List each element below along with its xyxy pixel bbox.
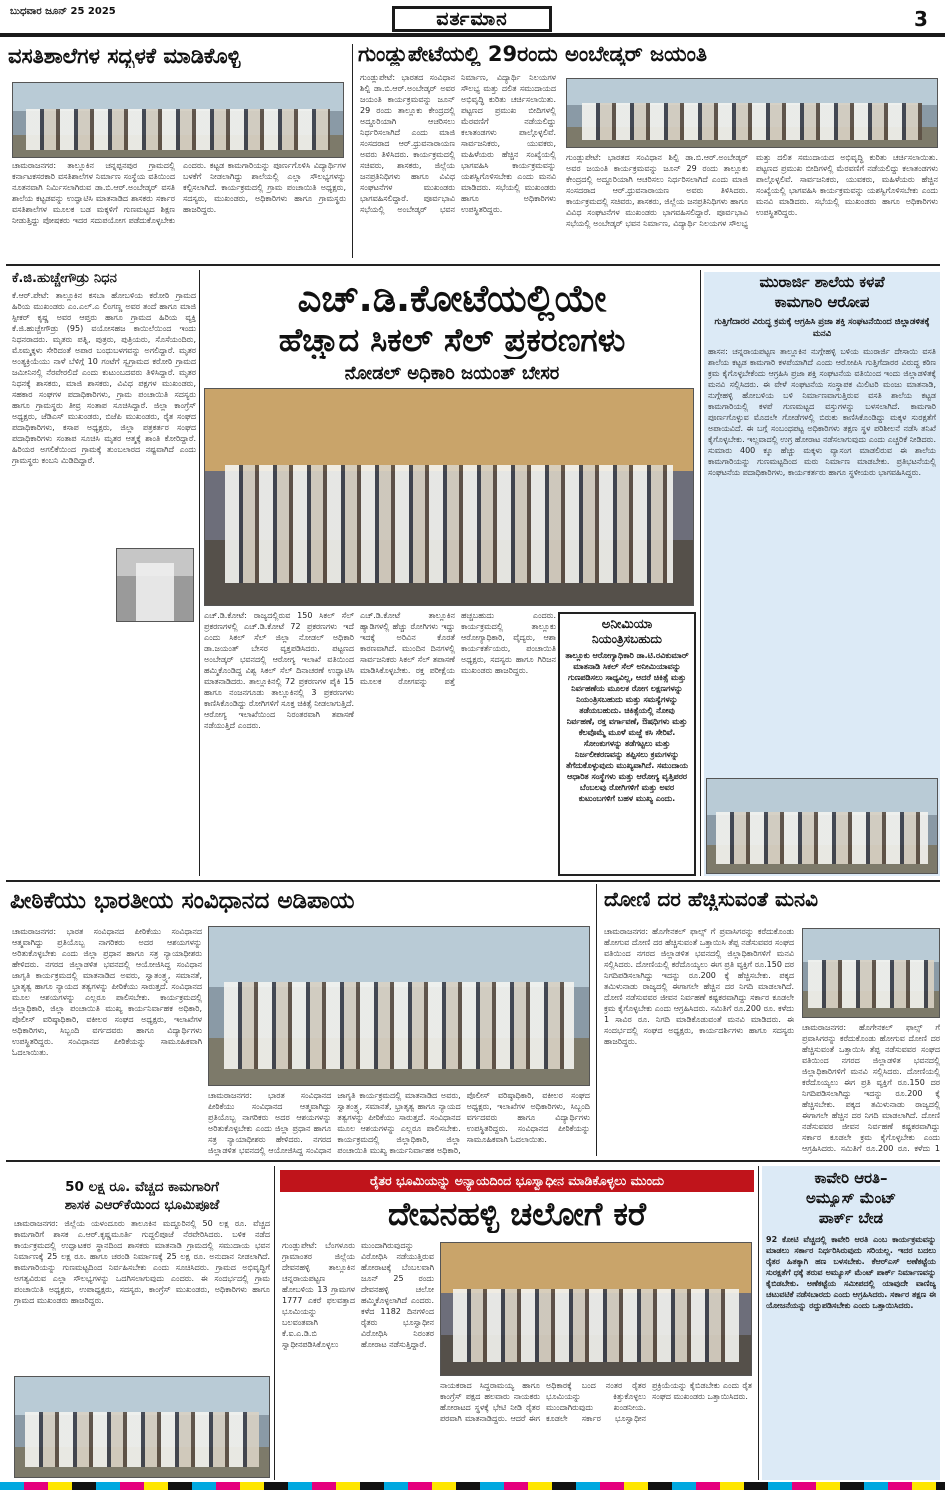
lead-headline-line2: ಹೆಚ್ಚಾದ ಸಿಕಲ್ ಸೆಲ್ ಪ್ರಕರಣಗಳು (278, 322, 626, 359)
issue-date: ಬುಧವಾರ ಜೂನ್ 25 2025 (10, 6, 116, 17)
article-photo-boat-memorandum (802, 928, 940, 1018)
column-rule (352, 44, 353, 258)
print-color-registration-bar (0, 1482, 945, 1490)
article-headline-line2: ಕಾಮಗಾರಿ ಆರೋಪ (774, 294, 870, 311)
article-headline-line2: ಅಮ್ಯೂಸ್ ಮೆಂಟ್ (805, 1190, 897, 1207)
article-headline: ಪೀಠಿಕೆಯು ಭಾರತೀಯ ಸಂವಿಧಾನದ ಅಡಿಪಾಯ (10, 888, 355, 914)
article-subhead: ಗುತ್ತಿಗೆದಾರರ ವಿರುದ್ಧ ಕ್ರಮಕ್ಕೆ ಆಗ್ರಹಿಸಿ ಪ್ರಜಾ ಶಕ್ತಿ ಸಂಘಟನೆಯಿಂದ ಜಿಲ್ಲಾಡಳಿತಕ್ಕೆ ಮನವಿ (714, 317, 930, 339)
article-body: ಚಾಮರಾಜನಗರ: ತಾಲ್ಲೂಕಿನ ಚನ್ನಪ್ಪನಪುರ ಗ್ರಾಮದಲ್ಲಿ ಕರ್ನಾಟಕಸರಕಾರಿ ವಸತಿಶಾಲೆಗಳ ನಿರ್ಮಾಣ ಸಂಸ್ಥೆಯ ವತಿಯಿಂದ ನೂತನವಾಗಿ ನಿರ್ಮಿಸಲಾಗಿರುವ ಡಾ.ಬಿ.ಆರ್.ಅಂಬೇಡ್ಕರ್ ವಸತಿ ಶಾಲೆಯ ಕಟ್ಟಡವನ್ನು ಉದ್ಘಾಟಿಸಿ ಮಾತನಾಡಿದ ಶಾಸಕರು ಸರ್ಕಾರ ವಸತಿಶಾಲೆಗಳ ಮೂಲಕ ಬಡ ಮಕ್ಕಳಿಗೆ ಗುಣಮಟ್ಟದ ಶಿಕ್ಷಣ ನೀಡುತ್ತಿದ್ದು ಪೋಷಕರು ಇದರ ಸದುಪಯೋಗ ಪಡೆದುಕೊಳ್ಳಬೇಕು ಎಂದರು. ಕಟ್ಟಡ ಕಾಮಗಾರಿಯನ್ನು ಪೂರ್ಣಗೊಳಿಸಿ ವಿದ್ಯಾರ್ಥಿಗಳ ಬಳಕೆಗೆ ನೀಡಲಾಗಿದ್ದು ಶಾಲೆಯಲ್ಲಿ ಎಲ್ಲಾ ಸೌಲಭ್ಯಗಳನ್ನು ಕಲ್ಪಿಸಲಾಗಿದೆ. ಕಾರ್ಯಕ್ರಮದಲ್ಲಿ ಗ್ರಾಮ ಪಂಚಾಯಿತಿ ಅಧ್ಯಕ್ಷರು, ಸದಸ್ಯರು, ಮುಖಂಡರು, ಅಧಿಕಾರಿಗಳು ಹಾಗೂ ಗ್ರಾಮಸ್ಥರು ಹಾಜರಿದ್ದರು. (12, 161, 346, 225)
section-divider (6, 264, 940, 266)
article-photo-bhoomi-pooja (14, 1376, 270, 1478)
section-divider (6, 1160, 940, 1162)
column-rule (199, 270, 200, 876)
article-headline: ದೇವನಹಳ್ಳಿ ಚಲೋಗೆ ಕರೆ (387, 1196, 647, 1233)
sidebar-body: ತಾಲ್ಲೂಕು ಆರೋಗ್ಯಾಧಿಕಾರಿ ಡಾ.ಟಿ.ರವಿಕುಮಾರ್ ಮಾತನಾಡಿ ಸಿಕಲ್ ಸೆಲ್ ಅನೀಮಿಯಾವನ್ನು ಗುಣಪಡಿಸಲು ಸಾಧ್ಯವಿಲ್ಲ, ಆದರೆ ಚಿಕಿತ್ಸೆ ಮತ್ತು ನಿರ್ವಹಣೆಯ ಮೂಲಕ ರೋಗ ಲಕ್ಷಣಗಳನ್ನು ನಿಯಂತ್ರಿಸಬಹುದು ಮತ್ತು ಸಮಸ್ಯೆಗಳನ್ನು ತಡೆಯಬಹುದು. ಚಿಕಿತ್ಸೆಯಲ್ಲಿ ನೋವು ನಿರ್ವಹಣೆ, ರಕ್ತ ವರ್ಗಾವಣೆ, ಔಷಧಿಗಳು ಮತ್ತು ಕೆಲವೊಮ್ಮೆ ಮೂಳೆ ಮಜ್ಜೆ ಕಸಿ ಸೇರಿವೆ. ಸೋಂಕುಗಳನ್ನು ತಡೆಗಟ್ಟಲು ಮತ್ತು ನಿರ್ಜಲೀಕರಣವನ್ನು ತಪ್ಪಿಸಲು ಕ್ರಮಗಳನ್ನು ತೆಗೆದುಕೊಳ್ಳುವುದು ಮುಖ್ಯವಾಗಿದೆ. ಸಮುದಾಯ ಆಧಾರಿತ ಸಂಸ್ಥೆಗಳು ಮತ್ತು ಆರೋಗ್ಯ ವೃತ್ತಿಪರರ ಬೆಂಬಲವು ರೋಗಿಗಳಿಗೆ ಮತ್ತು ಅವರ ಕುಟುಂಬಗಳಿಗೆ ಬಹಳ ಮುಖ್ಯ ಎಂದು. (565, 650, 689, 803)
article-headline: ಗುಂಡ್ಲುಪೇಟೆಯಲ್ಲಿ 29ರಂದು ಅಂಬೇಡ್ಕರ್ ಜಯಂತಿ (358, 42, 708, 66)
article-photo-constitution-event (208, 926, 590, 1086)
newspaper-logo: ವರ್ತಮಾನ (392, 6, 552, 32)
article-body: ಚಾಮರಾಜನಗರ: ಭಾರತ ಸಂವಿಧಾನದ ಪೀಠಿಕೆಯು ಸಂವಿಧಾನದ ಆತ್ಮವಾಗಿದ್ದು ಪ್ರತಿಯೊಬ್ಬ ನಾಗರಿಕರು ಅದರ ಆಶಯಗಳನ್ನು ಅರಿತುಕೊಳ್ಳಬೇಕು ಎಂದು ಜಿಲ್ಲಾ ಪ್ರಧಾನ ಹಾಗೂ ಸತ್ರ ನ್ಯಾಯಾಧೀಶರು ಹೇಳಿದರು. ನಗರದ ಜಿಲ್ಲಾಡಳಿತ ಭವನದಲ್ಲಿ ಆಯೋಜಿಸಿದ್ದ ಸಂವಿಧಾನ ಜಾಗೃತಿ ಕಾರ್ಯಕ್ರಮದಲ್ಲಿ ಮಾತನಾಡಿದ ಅವರು, ಸ್ವಾತಂತ್ರ್ಯ, ಸಮಾನತೆ, ಭ್ರಾತೃತ್ವ ಹಾಗೂ ನ್ಯಾಯದ ತತ್ವಗಳನ್ನು ಪೀಠಿಕೆಯು ಸಾರುತ್ತದೆ. ಸಂವಿಧಾನದ ಮೂಲ ಆಶಯಗಳನ್ನು ಎಲ್ಲರೂ ಪಾಲಿಸಬೇಕು. ಕಾರ್ಯಕ್ರಮದಲ್ಲಿ ಜಿಲ್ಲಾಧಿಕಾರಿ, ಜಿಲ್ಲಾ ಪಂಚಾಯಿತಿ ಮುಖ್ಯ ಕಾರ್ಯನಿರ್ವಾಹಕ ಅಧಿಕಾರಿ, ಪೊಲೀಸ್ ವರಿಷ್ಠಾಧಿಕಾರಿ, ವಕೀಲರ ಸಂಘದ ಅಧ್ಯಕ್ಷರು, ಇಲಾಖೆಗಳ ಅಧಿಕಾರಿಗಳು, ಸಿಬ್ಬಂದಿ ವರ್ಗದವರು ಹಾಗೂ ವಿದ್ಯಾರ್ಥಿಗಳು ಉಪಸ್ಥಿತರಿದ್ದರು. ಸಂವಿಧಾನದ ಪೀಠಿಕೆಯನ್ನು ಸಾಮೂಹಿಕವಾಗಿ ಓದಲಾಯಿತು. (12, 927, 202, 1057)
article-photo-memorandum (706, 778, 938, 874)
lead-photo-lamp-lighting (204, 388, 694, 606)
sidebar-title-line2: ನಿಯಂತ್ರಿಸಬಹುದು (592, 632, 662, 646)
article-body: ಕೆ.ಆರ್.ಪೇಟೆ: ತಾಲ್ಲೂಕಿನ ಕಸಬಾ ಹೋಬಳಿಯ ಕರೋಠಿ ಗ್ರಾಮದ ಹಿರಿಯ ಮುಖಂಡರು ಎಂ.ಎಲ್.ಎ ಲಿಂಗಣ್ಣ ಅವರ ತಂದೆ ಹಾಗೂ ಮಾಜಿ ಸ್ಪೀಕರ್ ಕೃಷ್ಣ ಅವರ ಆಪ್ತರು ಹಾಗೂ ಗ್ರಾಮದ ಹಿರಿಯ ವ್ಯಕ್ತಿ ಕೆ.ಜಿ.ಹುಚ್ಚೇಗೌಡ್ರು (95) ವಯೋಸಹಜ ಕಾಯಿಲೆಯಿಂದ ಇಂದು ನಿಧನರಾದರು. ಮೃತರು ಪತ್ನಿ, ಪುತ್ರರು, ಪುತ್ರಿಯರು, ಸೊಸೆಯಂದಿರು, ಮೊಮ್ಮಕ್ಕಳು ಸೇರಿದಂತೆ ಅಪಾರ ಬಂಧುಬಳಗವನ್ನು ಅಗಲಿದ್ದಾರೆ. ಮೃತರ ಅಂತ್ಯಕ್ರಿಯೆಯು ನಾಳೆ ಬೆಳಿಗ್ಗೆ 10 ಗಂಟೆಗೆ ಸ್ವಗ್ರಾಮದ ಕರೋಠಿ ಗ್ರಾಮದ ಜಮೀನಿನಲ್ಲಿ ನೆರವೇರಲಿದೆ ಎಂದು ಕುಟುಂಬದವರು ತಿಳಿಸಿದ್ದಾರೆ. ಮೃತರ ನಿಧನಕ್ಕೆ ಶಾಸಕರು, ಮಾಜಿ ಶಾಸಕರು, ವಿವಿಧ ಪಕ್ಷಗಳ ಮುಖಂಡರು, ಸಹಕಾರ ಸಂಘಗಳ ಪದಾಧಿಕಾರಿಗಳು, ಗ್ರಾಮ ಪಂಚಾಯಿತಿ ಸದಸ್ಯರು ಹಾಗೂ ಗ್ರಾಮಸ್ಥರು ತೀವ್ರ ಸಂತಾಪ ಸೂಚಿಸಿದ್ದಾರೆ. ಜಿಲ್ಲಾ ಕಾಂಗ್ರೆಸ್ ಅಧ್ಯಕ್ಷರು, ಜೆಡಿಎಸ್ ಮುಖಂಡರು, ಬಿಜೆಪಿ ಮುಖಂಡರು, ರೈತ ಸಂಘದ ಪದಾಧಿಕಾರಿಗಳು, ಕಸಾಪ ಅಧ್ಯಕ್ಷರು, ಜಿಲ್ಲಾ ಪತ್ರಕರ್ತರ ಸಂಘದ ಪದಾಧಿಕಾರಿಗಳು ಸಂತಾಪ ಸೂಚಿಸಿ ಮೃತರ ಆತ್ಮಕ್ಕೆ ಶಾಂತಿ ಕೋರಿದ್ದಾರೆ. ಹಿರಿಯರ ಅಗಲಿಕೆಯಿಂದ ಗ್ರಾಮಕ್ಕೆ ತುಂಬಲಾರದ ನಷ್ಟವಾಗಿದೆ ಎಂದು ಗ್ರಾಮಸ್ಥರು ಕಂಬನಿ ಮಿಡಿದಿದ್ದಾರೆ. (12, 291, 196, 465)
article-body-continued: ಚಾಮರಾಜನಗರ: ಹೊಗೇನಕಲ್ ಫಾಲ್ಸ್ ಗೆ ಪ್ರವಾಸಿಗರನ್ನು ಕರೆದುಕೊಂಡು ಹೋಗುವ ದೋಣಿ ದರ ಹೆಚ್ಚಿಸುವಂತೆ ಒತ್ತಾಯಿಸಿ ತೆಪ್ಪ ನಡೆಸುವವರ ಸಂಘದ ವತಿಯಿಂದ ನಗರದ ಜಿಲ್ಲಾಡಳಿತ ಭವನದಲ್ಲಿ ಜಿಲ್ಲಾಧಿಕಾರಿಗಳಿಗೆ ಮನವಿ ಸಲ್ಲಿಸಿದರು. ದೋಣಿಯಲ್ಲಿ ಕರೆದೊಯ್ಯಲು ಈಗ ಪ್ರತಿ ವ್ಯಕ್ತಿಗೆ ರೂ.150 ದರ ನಿಗದಿಪಡಿಸಲಾಗಿದ್ದು ಇದನ್ನು ರೂ.200 ಕ್ಕೆ ಹೆಚ್ಚಿಸಬೇಕು. ಪಕ್ಕದ ತಮಿಳುನಾಡು ರಾಜ್ಯದಲ್ಲಿ ಈಗಾಗಲೇ ಹೆಚ್ಚಿನ ದರ ನಿಗದಿ ಮಾಡಲಾಗಿದೆ. ದೋಣಿ ನಡೆಸುವವರ ಜೀವನ ನಿರ್ವಹಣೆ ಕಷ್ಟಕರವಾಗಿದ್ದು ಸರ್ಕಾರ ಕೂಡಲೇ ಕ್ರಮ ಕೈಗೊಳ್ಳಬೇಕು ಎಂದು ಆಗ್ರಹಿಸಿದರು. ಸಮಿತಿಗೆ ರೂ.200 ರೂ. ಕಳೆದು 1 (802, 1023, 940, 1153)
article-headline-line2: ಶಾಸಕ ಎಆರ್‌ಕೆಯಿಂದ ಭೂಮಿಪೂಜೆ (64, 1198, 220, 1213)
article-headline: ಕಾವೇರಿ ಆರತಿ– (814, 1170, 888, 1187)
lead-headline: ಎಚ್.ಡಿ.ಕೋಟೆಯಲ್ಲಿಯೇ (297, 278, 607, 320)
anemia-sidebar-box (558, 612, 696, 876)
lead-subhead: ನೋಡಲ್ ಅಧಿಕಾರಿ ಜಯಂತ್ ಬೇಸರ (344, 364, 560, 384)
article-body-continued: ಚಾಮರಾಜನಗರ: ಭಾರತ ಸಂವಿಧಾನದ ಪೀಠಿಕೆಯು ಸಂವಿಧಾನದ ಆತ್ಮವಾಗಿದ್ದು ಪ್ರತಿಯೊಬ್ಬ ನಾಗರಿಕರು ಅದರ ಆಶಯಗಳನ್ನು ಅರಿತುಕೊಳ್ಳಬೇಕು ಎಂದು ಜಿಲ್ಲಾ ಪ್ರಧಾನ ಹಾಗೂ ಸತ್ರ ನ್ಯಾಯಾಧೀಶರು ಹೇಳಿದರು. ನಗರದ ಜಿಲ್ಲಾಡಳಿತ ಭವನದಲ್ಲಿ ಆಯೋಜಿಸಿದ್ದ ಸಂವಿಧಾನ ಜಾಗೃತಿ ಕಾರ್ಯಕ್ರಮದಲ್ಲಿ ಮಾತನಾಡಿದ ಅವರು, ಸ್ವಾತಂತ್ರ್ಯ, ಸಮಾನತೆ, ಭ್ರಾತೃತ್ವ ಹಾಗೂ ನ್ಯಾಯದ ತತ್ವಗಳನ್ನು ಪೀಠಿಕೆಯು ಸಾರುತ್ತದೆ. ಸಂವಿಧಾನದ ಮೂಲ ಆಶಯಗಳನ್ನು ಎಲ್ಲರೂ ಪಾಲಿಸಬೇಕು. ಕಾರ್ಯಕ್ರಮದಲ್ಲಿ ಜಿಲ್ಲಾಧಿಕಾರಿ, ಜಿಲ್ಲಾ ಪಂಚಾಯಿತಿ ಮುಖ್ಯ ಕಾರ್ಯನಿರ್ವಾಹಕ ಅಧಿಕಾರಿ, ಪೊಲೀಸ್ ವರಿಷ್ಠಾಧಿಕಾರಿ, ವಕೀಲರ ಸಂಘದ ಅಧ್ಯಕ್ಷರು, ಇಲಾಖೆಗಳ ಅಧಿಕಾರಿಗಳು, ಸಿಬ್ಬಂದಿ ವರ್ಗದವರು ಹಾಗೂ ವಿದ್ಯಾರ್ಥಿಗಳು ಉಪಸ್ಥಿತರಿದ್ದರು. ಸಂವಿಧಾನದ ಪೀಠಿಕೆಯನ್ನು ಸಾಮೂಹಿಕವಾಗಿ ಓದಲಾಯಿತು. (208, 1091, 590, 1155)
column-rule (596, 884, 597, 1156)
sidebar-title: ಅನೀಮಿಯಾ (601, 618, 653, 632)
article-body: ಚಾಮರಾಜನಗರ: ಹೊಗೇನಕಲ್ ಫಾಲ್ಸ್ ಗೆ ಪ್ರವಾಸಿಗರನ್ನು ಕರೆದುಕೊಂಡು ಹೋಗುವ ದೋಣಿ ದರ ಹೆಚ್ಚಿಸುವಂತೆ ಒತ್ತಾಯಿಸಿ ತೆಪ್ಪ ನಡೆಸುವವರ ಸಂಘದ ವತಿಯಿಂದ ನಗರದ ಜಿಲ್ಲಾಡಳಿತ ಭವನದಲ್ಲಿ ಜಿಲ್ಲಾಧಿಕಾರಿಗಳಿಗೆ ಮನವಿ ಸಲ್ಲಿಸಿದರು. ದೋಣಿಯಲ್ಲಿ ಕರೆದೊಯ್ಯಲು ಈಗ ಪ್ರತಿ ವ್ಯಕ್ತಿಗೆ ರೂ.150 ದರ ನಿಗದಿಪಡಿಸಲಾಗಿದ್ದು ಇದನ್ನು ರೂ.200 ಕ್ಕೆ ಹೆಚ್ಚಿಸಬೇಕು. ಪಕ್ಕದ ತಮಿಳುನಾಡು ರಾಜ್ಯದಲ್ಲಿ ಈಗಾಗಲೇ ಹೆಚ್ಚಿನ ದರ ನಿಗದಿ ಮಾಡಲಾಗಿದೆ. ದೋಣಿ ನಡೆಸುವವರ ಜೀವನ ನಿರ್ವಹಣೆ ಕಷ್ಟಕರವಾಗಿದ್ದು ಸರ್ಕಾರ ಕೂಡಲೇ ಕ್ರಮ ಕೈಗೊಳ್ಳಬೇಕು ಎಂದು ಆಗ್ರಹಿಸಿದರು. ಸಮಿತಿಗೆ ರೂ.200 ರೂ. ಕಳೆದು 1 ಸಾವಿರ ರೂ. ನಿಗದಿ ಮಾಡಿಕೊಡುವಂತೆ ಮನವಿ ಮಾಡಿದರು. ಈ ಸಂದರ್ಭದಲ್ಲಿ ಸಂಘದ ಅಧ್ಯಕ್ಷರು, ಕಾರ್ಯದರ್ಶಿಗಳು ಹಾಗೂ ಸದಸ್ಯರು ಹಾಜರಿದ್ದರು. (604, 927, 794, 1046)
column-rule (700, 270, 701, 876)
obituary-portrait (116, 548, 194, 622)
article-headline: ದೋಣಿ ದರ ಹೆಚ್ಚಿಸುವಂತೆ ಮನವಿ (604, 888, 818, 911)
column-rule (274, 1166, 275, 1480)
article-body: 92 ಕೋಟಿ ವೆಚ್ಚದಲ್ಲಿ ಕಾವೇರಿ ಆರತಿ ಎಂಬ ಕಾರ್ಯಕ್ರಮವನ್ನು ಮಾಡಲು ಸರ್ಕಾರ ನಿರ್ಧರಿಸಿರುವುದು ಸರಿಯಲ್ಲ. ಇದರ ಬದಲು ರೈತರ ಹಿತಕ್ಕಾಗಿ ಹಣ ಬಳಸಬೇಕು. ಕೆಆರ್‌ಎಸ್ ಅಣೆಕಟ್ಟೆಯ ಸುರಕ್ಷತೆಗೆ ಧಕ್ಕೆ ತರುವ ಅಮ್ಯೂಸ್ ಮೆಂಟ್ ಪಾರ್ಕ್ ನಿರ್ಮಾಣವನ್ನು ಕೈಬಿಡಬೇಕು. ಅಣೆಕಟ್ಟೆಯ ಸಮೀಪದಲ್ಲಿ ಯಾವುದೇ ವಾಣಿಜ್ಯ ಚಟುವಟಿಕೆ ನಡೆಸಬಾರದು ಎಂದು ಆಗ್ರಹಿಸಿದರು. ಸರ್ಕಾರ ತಕ್ಷಣ ಈ ಯೋಜನೆಯನ್ನು ರದ್ದುಪಡಿಸಬೇಕು ಎಂದು ಒತ್ತಾಯಿಸಿದರು. (766, 1235, 936, 1310)
article-headline-line3: ಪಾರ್ಕ್ ಬೇಡ (818, 1210, 884, 1227)
article-photo-press-meet (440, 1242, 752, 1376)
article-body-continued: ಗುಂಡ್ಲುಪೇಟೆ: ಭಾರತದ ಸಂವಿಧಾನ ಶಿಲ್ಪಿ ಡಾ.ಬಿ.ಆರ್.ಅಂಬೇಡ್ಕರ್ ಅವರ ಜಯಂತಿ ಕಾರ್ಯಕ್ರಮವನ್ನು ಜೂನ್ 29 ರಂದು ತಾಲ್ಲೂಕು ಕೇಂದ್ರದಲ್ಲಿ ಅದ್ದೂರಿಯಾಗಿ ಆಚರಿಸಲು ನಿರ್ಧರಿಸಲಾಗಿದೆ ಎಂದು ಮಾಜಿ ಸಂಸದರಾದ ಆರ್.ಧ್ರುವನಾರಾಯಣ ಅವರು ತಿಳಿಸಿದರು. ಕಾರ್ಯಕ್ರಮದಲ್ಲಿ ಸಚಿವರು, ಶಾಸಕರು, ಜಿಲ್ಲೆಯ ಜನಪ್ರತಿನಿಧಿಗಳು ಹಾಗೂ ವಿವಿಧ ಸಂಘಟನೆಗಳ ಮುಖಂಡರು ಭಾಗವಹಿಸಲಿದ್ದಾರೆ. ಪೂರ್ವಭಾವಿ ಸಭೆಯಲ್ಲಿ ಅಂಬೇಡ್ಕರ್ ಭವನ ನಿರ್ಮಾಣ, ವಿದ್ಯಾರ್ಥಿ ನಿಲಯಗಳ ಸೌಲಭ್ಯ ಮತ್ತು ದಲಿತ ಸಮುದಾಯದ ಅಭಿವೃದ್ಧಿ ಕುರಿತು ಚರ್ಚಿಸಲಾಯಿತು. ಪಟ್ಟಣದ ಪ್ರಮುಖ ಬೀದಿಗಳಲ್ಲಿ ಮೆರವಣಿಗೆ ನಡೆಯಲಿದ್ದು ಕಲಾತಂಡಗಳು ಪಾಲ್ಗೊಳ್ಳಲಿವೆ. ಸಾರ್ವಜನಿಕರು, ಯುವಕರು, ಮಹಿಳೆಯರು ಹೆಚ್ಚಿನ ಸಂಖ್ಯೆಯಲ್ಲಿ ಭಾಗವಹಿಸಿ ಕಾರ್ಯಕ್ರಮವನ್ನು ಯಶಸ್ವಿಗೊಳಿಸಬೇಕು ಎಂದು ಮನವಿ ಮಾಡಿದರು. ಸಭೆಯಲ್ಲಿ ಮುಖಂಡರು ಹಾಗೂ ಅಧಿಕಾರಿಗಳು ಉಪಸ್ಥಿತರಿದ್ದರು. (566, 153, 938, 228)
column-rule (758, 1166, 759, 1480)
article-body: ಚಾಮರಾಜನಗರ: ಜಿಲ್ಲೆಯ ಯಳಂದೂರು ತಾಲೂಕಿನ ಮದ್ದೂರಿನಲ್ಲಿ 50 ಲಕ್ಷ ರೂ. ವೆಚ್ಚದ ಕಾಮಗಾರಿಗೆ ಶಾಸಕ ಎ.ಆರ್.ಕೃಷ್ಣಮೂರ್ತಿ ಗುದ್ದಲಿಪೂಜೆ ನೆರವೇರಿಸಿದರು. ಬಳಿಕ ನಡೆದ ಕಾರ್ಯಕ್ರಮದಲ್ಲಿ ಉದ್ಘಾಟಕರ ಸ್ಥಾನದಿಂದ ಶಾಸಕರು ಮಾತನಾಡಿ ಗ್ರಾಮದಲ್ಲಿ ಸಮುದಾಯ ಭವನ ನಿರ್ಮಾಣಕ್ಕೆ 25 ಲಕ್ಷ ರೂ. ಹಾಗೂ ಚರಂಡಿ ನಿರ್ಮಾಣಕ್ಕೆ 25 ಲಕ್ಷ ರೂ. ಅನುದಾನ ನೀಡಲಾಗಿದೆ. ಕಾಮಗಾರಿಯನ್ನು ಗುಣಮಟ್ಟದಿಂದ ನಿರ್ವಹಿಸಬೇಕು ಎಂದು ಸೂಚಿಸಿದರು. ಗ್ರಾಮದ ಅಭಿವೃದ್ಧಿಗೆ ಅಗತ್ಯವಿರುವ ಎಲ್ಲಾ ಸೌಲಭ್ಯಗಳನ್ನು ಒದಗಿಸಲಾಗುವುದು ಎಂದರು. ಈ ಸಂದರ್ಭದಲ್ಲಿ ಗ್ರಾಮ ಪಂಚಾಯಿತಿ ಅಧ್ಯಕ್ಷರು, ಉಪಾಧ್ಯಕ್ಷರು, ಸದಸ್ಯರು, ಕಾಂಗ್ರೆಸ್ ಮುಖಂಡರು, ಅಧಿಕಾರಿಗಳು ಹಾಗೂ ಗ್ರಾಮದ ಮುಖಂಡರು ಹಾಜರಿದ್ದರು. (14, 1219, 270, 1305)
section-divider (6, 880, 940, 882)
article-body: ಹಾಸನ: ಚನ್ನರಾಯಪಟ್ಟಣ ತಾಲ್ಲೂಕಿನ ನುಗ್ಗೇಹಳ್ಳಿ ಬಳಿಯ ಮುರಾರ್ಜಿ ದೇಸಾಯಿ ವಸತಿ ಶಾಲೆಯ ಕಟ್ಟಡ ಕಾಮಗಾರಿ ಕಳಪೆಯಾಗಿದೆ ಎಂದು ಆರೋಪಿಸಿ ಗುತ್ತಿಗೆದಾರರ ವಿರುದ್ಧ ಕಠಿಣ ಕ್ರಮ ಕೈಗೊಳ್ಳಬೇಕೆಂದು ಆಗ್ರಹಿಸಿ ಪ್ರಜಾ ಶಕ್ತಿ ಸಂಘಟನೆಯ ವತಿಯಿಂದ ಇಂದು ಜಿಲ್ಲಾಡಳಿತಕ್ಕೆ ಮನವಿ ಸಲ್ಲಿಸಿದರು. ಈ ವೇಳೆ ಸಂಘಟನೆಯ ಸಂಸ್ಥಾಪಕ ಮಿಲಿಟರಿ ಮಂಜು ಮಾತನಾಡಿ, ನುಗ್ಗೇಹಳ್ಳಿ ಹೋಬಳಿಯ ಬಳಿ ನಿರ್ಮಾಣವಾಗುತ್ತಿರುವ ವಸತಿ ಶಾಲೆಯ ಕಟ್ಟಡ ಕಾಮಗಾರಿಯಲ್ಲಿ ಕಳಪೆ ಗುಣಮಟ್ಟದ ವಸ್ತುಗಳನ್ನು ಬಳಸಲಾಗಿದೆ. ಕಾಮಗಾರಿ ಪೂರ್ಣಗೊಳ್ಳುವ ಮೊದಲೇ ಗೋಡೆಗಳಲ್ಲಿ ಬಿರುಕು ಕಾಣಿಸಿಕೊಂಡಿದ್ದು ಮಕ್ಕಳ ಸುರಕ್ಷತೆಗೆ ಅಪಾಯವಿದೆ. ಈ ಬಗ್ಗೆ ಸಂಬಂಧಪಟ್ಟ ಅಧಿಕಾರಿಗಳು ತಕ್ಷಣ ಸ್ಥಳ ಪರಿಶೀಲನೆ ನಡೆಸಿ ತನಿಖೆ ಕೈಗೊಳ್ಳಬೇಕು. ಇಲ್ಲವಾದಲ್ಲಿ ಉಗ್ರ ಹೋರಾಟ ನಡೆಸಲಾಗುವುದು ಎಂದು ಎಚ್ಚರಿಕೆ ನೀಡಿದರು. ಸುಮಾರು 400 ಕ್ಕೂ ಹೆಚ್ಚು ಮಕ್ಕಳು ವ್ಯಾಸಂಗ ಮಾಡಲಿರುವ ಈ ಶಾಲೆಯ ಕಾಮಗಾರಿಯನ್ನು ಗುಣಮಟ್ಟದಿಂದ ಮರು ನಿರ್ಮಾಣ ಮಾಡಬೇಕು. ಪ್ರತಿಭಟನೆಯಲ್ಲಿ ಸಂಘಟನೆಯ ಪದಾಧಿಕಾರಿಗಳು, ಕಾರ್ಯಕರ್ತರು ಹಾಗೂ ಸ್ಥಳೀಯರು ಭಾಗವಹಿಸಿದ್ದರು. (708, 347, 936, 477)
article-strap-banner: ರೈತರ ಭೂಮಿಯನ್ನು ಅನ್ಯಾಯದಿಂದ ಭೂಸ್ವಾಧೀನ ಮಾಡಿಕೊಳ್ಳಲು ಮುಂದು (280, 1170, 754, 1192)
article-photo-hostel-inauguration (12, 82, 344, 158)
article-headline: 50 ಲಕ್ಷ ರೂ. ವೆಚ್ಚದ ಕಾಮಗಾರಿಗೆ (65, 1180, 219, 1195)
article-body: ಗುಂಡ್ಲುಪೇಟೆ: ಭಾರತದ ಸಂವಿಧಾನ ಶಿಲ್ಪಿ ಡಾ.ಬಿ.ಆರ್.ಅಂಬೇಡ್ಕರ್ ಅವರ ಜಯಂತಿ ಕಾರ್ಯಕ್ರಮವನ್ನು ಜೂನ್ 29 ರಂದು ತಾಲ್ಲೂಕು ಕೇಂದ್ರದಲ್ಲಿ ಅದ್ದೂರಿಯಾಗಿ ಆಚರಿಸಲು ನಿರ್ಧರಿಸಲಾಗಿದೆ ಎಂದು ಮಾಜಿ ಸಂಸದರಾದ ಆರ್.ಧ್ರುವನಾರಾಯಣ ಅವರು ತಿಳಿಸಿದರು. ಕಾರ್ಯಕ್ರಮದಲ್ಲಿ ಸಚಿವರು, ಶಾಸಕರು, ಜಿಲ್ಲೆಯ ಜನಪ್ರತಿನಿಧಿಗಳು ಹಾಗೂ ವಿವಿಧ ಸಂಘಟನೆಗಳ ಮುಖಂಡರು ಭಾಗವಹಿಸಲಿದ್ದಾರೆ. ಪೂರ್ವಭಾವಿ ಸಭೆಯಲ್ಲಿ ಅಂಬೇಡ್ಕರ್ ಭವನ ನಿರ್ಮಾಣ, ವಿದ್ಯಾರ್ಥಿ ನಿಲಯಗಳ ಸೌಲಭ್ಯ ಮತ್ತು ದಲಿತ ಸಮುದಾಯದ ಅಭಿವೃದ್ಧಿ ಕುರಿತು ಚರ್ಚಿಸಲಾಯಿತು. ಪಟ್ಟಣದ ಪ್ರಮುಖ ಬೀದಿಗಳಲ್ಲಿ ಮೆರವಣಿಗೆ ನಡೆಯಲಿದ್ದು ಕಲಾತಂಡಗಳು ಪಾಲ್ಗೊಳ್ಳಲಿವೆ. ಸಾರ್ವಜನಿಕರು, ಯುವಕರು, ಮಹಿಳೆಯರು ಹೆಚ್ಚಿನ ಸಂಖ್ಯೆಯಲ್ಲಿ ಭಾಗವಹಿಸಿ ಕಾರ್ಯಕ್ರಮವನ್ನು ಯಶಸ್ವಿಗೊಳಿಸಬೇಕು ಎಂದು ಮನವಿ ಮಾಡಿದರು. ಸಭೆಯಲ್ಲಿ ಮುಖಂಡರು ಹಾಗೂ ಅಧಿಕಾರಿಗಳು ಉಪಸ್ಥಿತರಿದ್ದರು. (360, 73, 556, 214)
article-photo-meeting (566, 78, 938, 148)
article-headline: ಕೆ.ಜಿ.ಹುಚ್ಚೇಗೌಡ್ರು ನಿಧನ (12, 272, 117, 286)
article-headline: ಮುರಾರ್ಜಿ ಶಾಲೆಯ ಕಳಪೆ (759, 274, 885, 291)
page-number: 3 (914, 7, 928, 31)
masthead-rule (0, 33, 945, 37)
lead-body-continued: ಎಚ್.ಡಿ.ಕೋಟೆ ತಾಲ್ಲೂಕಿನ ಹ್ಯಾಡಿಗಳಲ್ಲಿ ಹೆಚ್ಚು ರೋಗಿಗಳು ಇದ್ದು ಇದಕ್ಕೆ ಅರಿವಿನ ಕೊರತೆ ಕಾರಣವಾಗಿದೆ. ಮುಂದಿನ ದಿನಗಳಲ್ಲಿ ಸಾರ್ವಜನಿಕರು ಸಿಕಲ್ ಸೆಲ್ ತಪಾಸಣೆ ಮಾಡಿಸಿಕೊಳ್ಳಬೇಕು. ರಕ್ತ ಪರೀಕ್ಷೆಯ ಮೂಲಕ ರೋಗವನ್ನು ಪತ್ತೆ ಹಚ್ಚಬಹುದು ಎಂದರು. ಕಾರ್ಯಕ್ರಮದಲ್ಲಿ ತಾಲ್ಲೂಕು ಆರೋಗ್ಯಾಧಿಕಾರಿ, ವೈದ್ಯರು, ಆಶಾ ಕಾರ್ಯಕರ್ತೆಯರು, ಪಂಚಾಯಿತಿ ಅಧ್ಯಕ್ಷರು, ಸದಸ್ಯರು ಹಾಗೂ ಗಿರಿಜನ ಮುಖಂಡರು ಹಾಜರಿದ್ದರು. (360, 611, 556, 686)
article-body-continued: ನಾಯಕರಾದ ಸಿದ್ದರಾಮಯ್ಯ ಹಾಗೂ ಕಾಂಗ್ರೆಸ್ ಪಕ್ಷದ ಹಲವಾರು ನಾಯಕರು ಹೋರಾಟದ ಸ್ಥಳಕ್ಕೆ ಭೇಟಿ ನೀಡಿ ರೈತರ ಪರವಾಗಿ ಮಾತನಾಡಿದ್ದರು. ಆದರೆ ಈಗ ಅಧಿಕಾರಕ್ಕೆ ಬಂದ ನಂತರ ರೈತರ ಭೂಮಿಯನ್ನು ಕಿತ್ತುಕೊಳ್ಳಲು ಮುಂದಾಗಿರುವುದು ಖಂಡನೀಯ. ಕೂಡಲೇ ಸರ್ಕಾರ ಭೂಸ್ವಾಧೀನ ಪ್ರಕ್ರಿಯೆಯನ್ನು ಕೈಬಿಡಬೇಕು ಎಂದು ರೈತ ಸಂಘದ ಮುಖಂಡರು ಒತ್ತಾಯಿಸಿದರು. (440, 1381, 752, 1423)
article-body: ಗುಂಡ್ಲುಪೇಟೆ: ಬೆಂಗಳೂರು ಗ್ರಾಮಾಂತರ ಜಿಲ್ಲೆಯ ದೇವನಹಳ್ಳಿ ತಾಲ್ಲೂಕಿನ ಚನ್ನರಾಯಪಟ್ಟಣ ಹೋಬಳಿಯ 13 ಗ್ರಾಮಗಳ 1777 ಎಕರೆ ಫಲವತ್ತಾದ ಭೂಮಿಯನ್ನು ಬಲವಂತವಾಗಿ ಕೆ.ಐ.ಎ.ಡಿ.ಬಿ ಸ್ವಾಧೀನಪಡಿಸಿಕೊಳ್ಳಲು ಮುಂದಾಗಿರುವುದನ್ನು ವಿರೋಧಿಸಿ ನಡೆಯುತ್ತಿರುವ ಹೋರಾಟಕ್ಕೆ ಬೆಂಬಲವಾಗಿ ಜೂನ್ 25 ರಂದು ದೇವನಹಳ್ಳಿ ಚಲೋ ಹಮ್ಮಿಕೊಳ್ಳಲಾಗಿದೆ ಎಂದರು. ಕಳೆದ 1182 ದಿನಗಳಿಂದ ರೈತರು ಭೂಸ್ವಾಧೀನ ವಿರೋಧಿಸಿ ನಿರಂತರ ಹೋರಾಟ ನಡೆಸುತ್ತಿದ್ದಾರೆ. (282, 1241, 434, 1349)
lead-body: ಎಚ್.ಡಿ.ಕೋಟೆ: ರಾಜ್ಯದಲ್ಲಿರುವ 150 ಸಿಕಲ್ ಸೆಲ್ ಪ್ರಕರಣಗಳಲ್ಲಿ ಎಚ್.ಡಿ.ಕೋಟೆ 72 ಪ್ರಕರಣಗಳು ಇದೆ ಎಂದು ಸಿಕಲ್ ಸೆಲ್ ಜಿಲ್ಲಾ ನೋಡಲ್ ಅಧಿಕಾರಿ ಡಾ.ಜಯಂತ್ ಬೇಸರ ವ್ಯಕ್ತಪಡಿಸಿದರು. ಪಟ್ಟಣದ ಅಂಬೇಡ್ಕರ್ ಭವನದಲ್ಲಿ ಆರೋಗ್ಯ ಇಲಾಖೆ ವತಿಯಿಂದ ಹಮ್ಮಿಕೊಂಡಿದ್ದ ವಿಶ್ವ ಸಿಕಲ್ ಸೆಲ್ ದಿನಾಚರಣೆ ಉದ್ಘಾಟಿಸಿ ಮಾತನಾಡಿದರು. ತಾಲ್ಲೂಕಿನಲ್ಲಿ 72 ಪ್ರಕರಣಗಳ ಪೈಕಿ 15 ಹಾಗೂ ನಂಜನಗೂಡು ತಾಲ್ಲೂಕಿನಲ್ಲಿ 3 ಪ್ರಕರಣಗಳು ಕಾಣಿಸಿಕೊಂಡಿದ್ದು ರೋಗಿಗಳಿಗೆ ಸೂಕ್ತ ಚಿಕಿತ್ಸೆ ನೀಡಲಾಗುತ್ತಿದೆ. ಆರೋಗ್ಯ ಇಲಾಖೆಯಿಂದ ನಿರಂತರವಾಗಿ ತಪಾಸಣೆ ನಡೆಯುತ್ತಿದೆ ಎಂದರು. (204, 611, 354, 730)
article-headline: ವಸತಿಶಾಲೆಗಳ ಸದ್ಬಳಕೆ ಮಾಡಿಕೊಳ್ಳಿ (8, 44, 241, 68)
